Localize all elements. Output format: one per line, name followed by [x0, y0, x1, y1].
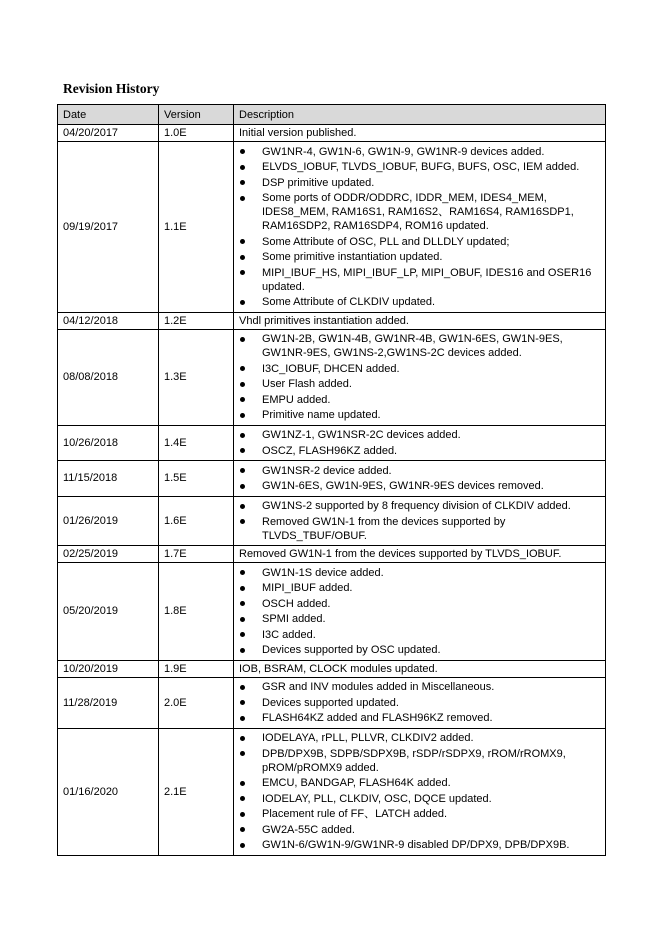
version-column-header: Version: [159, 105, 234, 125]
change-list-item: Placement rule of FF、LATCH added.: [239, 807, 600, 821]
change-list-item: IODELAY, PLL, CLKDIV, OSC, DQCE updated.: [239, 792, 600, 806]
version-cell: 2.1E: [159, 728, 234, 855]
description-cell: Vhdl primitives instantiation added.: [234, 312, 606, 329]
description-cell: Initial version published.: [234, 125, 606, 142]
date-cell: 08/08/2018: [58, 329, 159, 425]
description-cell: [234, 563, 606, 661]
date-cell: 01/26/2019: [58, 496, 159, 546]
change-list: [239, 680, 600, 725]
change-list-item: GW1N-1S device added.: [239, 566, 600, 580]
change-list-item: User Flash added.: [239, 377, 600, 391]
version-cell: 1.3E: [159, 329, 234, 425]
table-row: [58, 660, 606, 677]
change-list: [239, 731, 600, 852]
change-list-item: GW1N-6/GW1N-9/GW1NR-9 disabled DP/DPX9, DPB/DPX9B.: [239, 838, 600, 852]
change-list-item: MIPI_IBUF added.: [239, 581, 600, 595]
change-list-item: Devices supported updated.: [239, 696, 600, 710]
table-body: [58, 125, 606, 856]
date-cell: 04/12/2018: [58, 312, 159, 329]
table-header-row: [58, 105, 606, 125]
version-cell: 1.9E: [159, 660, 234, 677]
change-list-item: Primitive name updated.: [239, 408, 600, 422]
change-list-item: MIPI_IBUF_HS, MIPI_IBUF_LP, MIPI_OBUF, IDES16 and OSER16 updated.: [239, 266, 600, 294]
revision-history-table: [57, 104, 606, 856]
change-list-item: ELVDS_IOBUF, TLVDS_IOBUF, BUFG, BUFS, OSC, IEM added.: [239, 160, 600, 174]
change-list-item: GW1NSR-2 device added.: [239, 464, 600, 478]
date-cell: 09/19/2017: [58, 142, 159, 313]
table-row: [58, 728, 606, 855]
version-cell: 1.5E: [159, 461, 234, 497]
change-list-item: GW1NZ-1, GW1NSR-2C devices added.: [239, 428, 600, 442]
change-list-item: DSP primitive updated.: [239, 176, 600, 190]
change-list-item: GW2A-55C added.: [239, 823, 600, 837]
description-cell: [234, 728, 606, 855]
description-cell: [234, 496, 606, 546]
change-list: [239, 464, 600, 494]
change-list-item: Some ports of ODDR/ODDRC, IDDR_MEM, IDES4_MEM, IDES8_MEM, RAM16S1, RAM16S2、RAM16S4, RAM16SDP1, RAM16SDP2, RAM16SDP4, ROM16 updated.: [239, 191, 600, 233]
change-list-item: I3C added.: [239, 628, 600, 642]
date-cell: 01/16/2020: [58, 728, 159, 855]
description-cell: [234, 142, 606, 313]
description-cell: Removed GW1N-1 from the devices supported by TLVDS_IOBUF.: [234, 546, 606, 563]
description-column-header: Description: [234, 105, 606, 125]
change-list-item: Some primitive instantiation updated.: [239, 250, 600, 264]
description-cell: [234, 677, 606, 728]
change-list-item: EMCU, BANDGAP, FLASH64K added.: [239, 776, 600, 790]
page-title: Revision History: [63, 81, 160, 96]
change-list-item: SPMI added.: [239, 612, 600, 626]
change-list-item: I3C_IOBUF, DHCEN added.: [239, 362, 600, 376]
table-row: [58, 142, 606, 313]
change-list: [239, 428, 600, 458]
description-cell: [234, 461, 606, 497]
change-list-item: Removed GW1N-1 from the devices supported by TLVDS_TBUF/OBUF.: [239, 515, 600, 543]
date-cell: 04/20/2017: [58, 125, 159, 142]
change-list-item: GW1NR-4, GW1N-6, GW1N-9, GW1NR-9 devices added.: [239, 145, 600, 159]
version-cell: 1.2E: [159, 312, 234, 329]
table-row: [58, 496, 606, 546]
change-list-item: OSCH added.: [239, 597, 600, 611]
change-list-item: FLASH64KZ added and FLASH96KZ removed.: [239, 711, 600, 725]
date-cell: 11/28/2019: [58, 677, 159, 728]
version-cell: 2.0E: [159, 677, 234, 728]
table-row: [58, 329, 606, 425]
change-list-item: GW1N-2B, GW1N-4B, GW1NR-4B, GW1N-6ES, GW1N-9ES, GW1NR-9ES, GW1NS-2,GW1NS-2C devices added.: [239, 332, 600, 360]
version-cell: 1.8E: [159, 563, 234, 661]
version-cell: 1.0E: [159, 125, 234, 142]
version-cell: 1.6E: [159, 496, 234, 546]
table-row: [58, 677, 606, 728]
change-list-item: DPB/DPX9B, SDPB/SDPX9B, rSDP/rSDPX9, rROM/rROMX9, pROM/pROMX9 added.: [239, 747, 600, 775]
change-list-item: Some Attribute of OSC, PLL and DLLDLY updated;: [239, 235, 600, 249]
date-cell: 11/15/2018: [58, 461, 159, 497]
description-cell: [234, 425, 606, 461]
table-row: [58, 461, 606, 497]
change-list-item: EMPU added.: [239, 393, 600, 407]
table-row: [58, 563, 606, 661]
date-cell: 02/25/2019: [58, 546, 159, 563]
table-row: [58, 425, 606, 461]
change-list-item: Some Attribute of CLKDIV updated.: [239, 295, 600, 309]
change-list: [239, 145, 600, 310]
date-cell: 05/20/2019: [58, 563, 159, 661]
change-list: [239, 332, 600, 422]
change-list: [239, 566, 600, 658]
change-list-item: IODELAYA, rPLL, PLLVR, CLKDIV2 added.: [239, 731, 600, 745]
date-cell: 10/20/2019: [58, 660, 159, 677]
version-cell: 1.4E: [159, 425, 234, 461]
date-cell: 10/26/2018: [58, 425, 159, 461]
table-row: [58, 125, 606, 142]
change-list-item: Devices supported by OSC updated.: [239, 643, 600, 657]
change-list-item: GSR and INV modules added in Miscellaneous.: [239, 680, 600, 694]
description-cell: IOB, BSRAM, CLOCK modules updated.: [234, 660, 606, 677]
change-list-item: GW1N-6ES, GW1N-9ES, GW1NR-9ES devices removed.: [239, 479, 600, 493]
change-list: [239, 499, 600, 543]
change-list-item: GW1NS-2 supported by 8 frequency division of CLKDIV added.: [239, 499, 600, 513]
version-cell: 1.1E: [159, 142, 234, 313]
table-row: [58, 546, 606, 563]
change-list-item: OSCZ, FLASH96KZ added.: [239, 444, 600, 458]
table-row: [58, 312, 606, 329]
version-cell: 1.7E: [159, 546, 234, 563]
description-cell: [234, 329, 606, 425]
date-column-header: Date: [58, 105, 159, 125]
